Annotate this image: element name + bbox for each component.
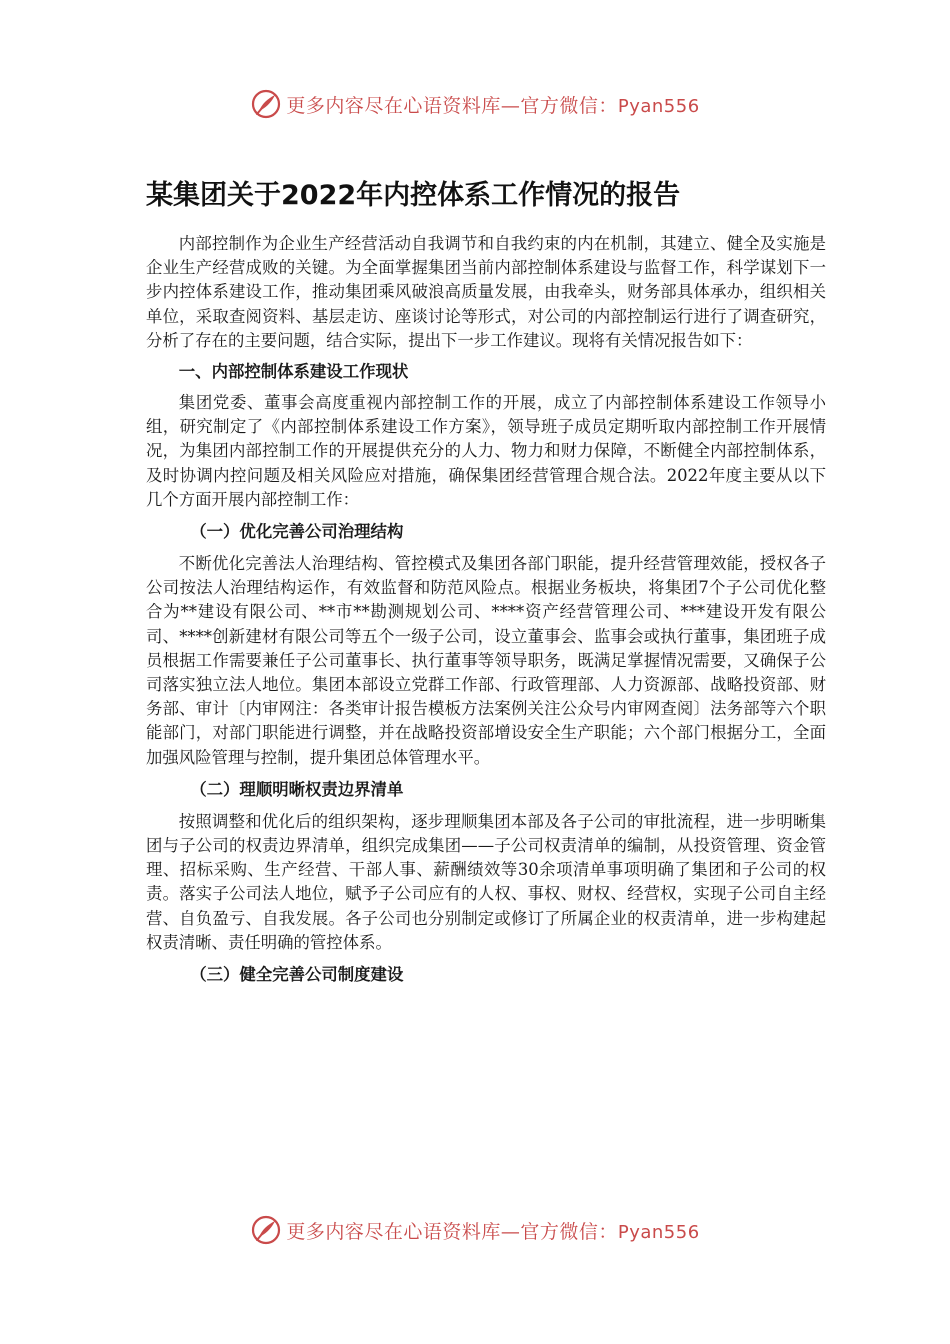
pen-feather-logo-icon [250, 88, 282, 120]
subsection-heading-1: （一）优化完善公司治理结构 [190, 522, 404, 542]
section-1-paragraph: 集团党委、董事会高度重视内部控制工作的开展，成立了内部控制体系建设工作领导小组，研究制定了《内部控制体系建设工作方案》，领导班子成员定期听取内部控制工作开展情况，为集团内部控制工作的开展提供充分的人力、物力和财力保障，不断健全内部控制体系，及时协调内控问题及相关风险应对措施，确保集团经营管理合规合法。2022年度主要从以下几个方面开展内部控制工作： [146, 393, 826, 509]
footer-banner [0, 1210, 950, 1250]
subsection-2-paragraph: 按照调整和优化后的组织架构，逐步理顺集团本部及各子公司的审批流程，进一步明晰集团与子公司的权责边界清单，组织完成集团——子公司权责清单的编制，从投资管理、资金管理、招标采购、生产经营、干部人事、薪酬绩效等30余项清单事项明确了集团和子公司的权责。落实子公司法人地位，赋予子公司应有的人权、事权、财权、经营权，实现子公司自主经营、自负盈亏、自我发展。各子公司也分别制定或修订了所属企业的权责清单，进一步构建起权责清晰、责任明确的管控体系。 [146, 811, 826, 952]
banner-text: 更多内容尽在心语资料库—官方微信：Pyan556 [286, 1220, 700, 1243]
section-heading-1: 一、内部控制体系建设工作现状 [178, 362, 409, 382]
subsection-1-paragraph: 不断优化完善法人治理结构、管控模式及集团各部门职能，提升经营管理效能，授权各子公司按法人治理结构运作，有效监督和防范风险点。根据业务板块，将集团7个子公司优化整合为**建设有限公司、**市**勘测规划公司、****资产经营管理公司、***建设开发有限公司、****创新建材有限公司等五个一级子公司，设立董事会、监事会或执行董事，集团班子成员根据工作需要兼任子公司董事长、执行董事等领导职务，既满足掌握情况需要，又确保子公司落实独立法人地位。集团本部设立党群工作部、行政管理部、人力资源部、战略投资部、财务部、审计〔内审网注：各类审计报告模板方法案例关注公众号内审网查阅〕法务部等六个职能部门，对部门职能进行调整，并在战略投资部增设安全生产职能；六个部门根据分工，全面加强风险管理与控制，提升集团总体管理水平。 [146, 554, 826, 767]
banner-text: 更多内容尽在心语资料库—官方微信：Pyan556 [286, 94, 700, 117]
document-body [146, 232, 826, 995]
pen-feather-logo-icon [250, 1214, 282, 1246]
wechat-id: Pyan556 [617, 95, 700, 117]
subsection-heading-3: （三）健全完善公司制度建设 [190, 965, 404, 985]
document-title: 某集团关于2022年内控体系工作情况的报告 [146, 180, 681, 211]
header-banner [0, 84, 950, 124]
wechat-id: Pyan556 [617, 1221, 700, 1243]
subsection-heading-2: （二）理顺明晰权责边界清单 [190, 779, 404, 799]
intro-paragraph: 内部控制作为企业生产经营活动自我调节和自我约束的内在机制，其建立、健全及实施是企业生产经营成败的关键。为全面掌握集团当前内部控制体系建设与监督工作，科学谋划下一步内控体系建设工作，推动集团乘风破浪高质量发展，由我牵头，财务部具体承办，组织相关单位，采取查阅资料、基层走访、座谈讨论等形式，对公司的内部控制运行进行了调查研究，分析了存在的主要问题，结合实际，提出下一步工作建议。现将有关情况报告如下： [146, 234, 826, 350]
